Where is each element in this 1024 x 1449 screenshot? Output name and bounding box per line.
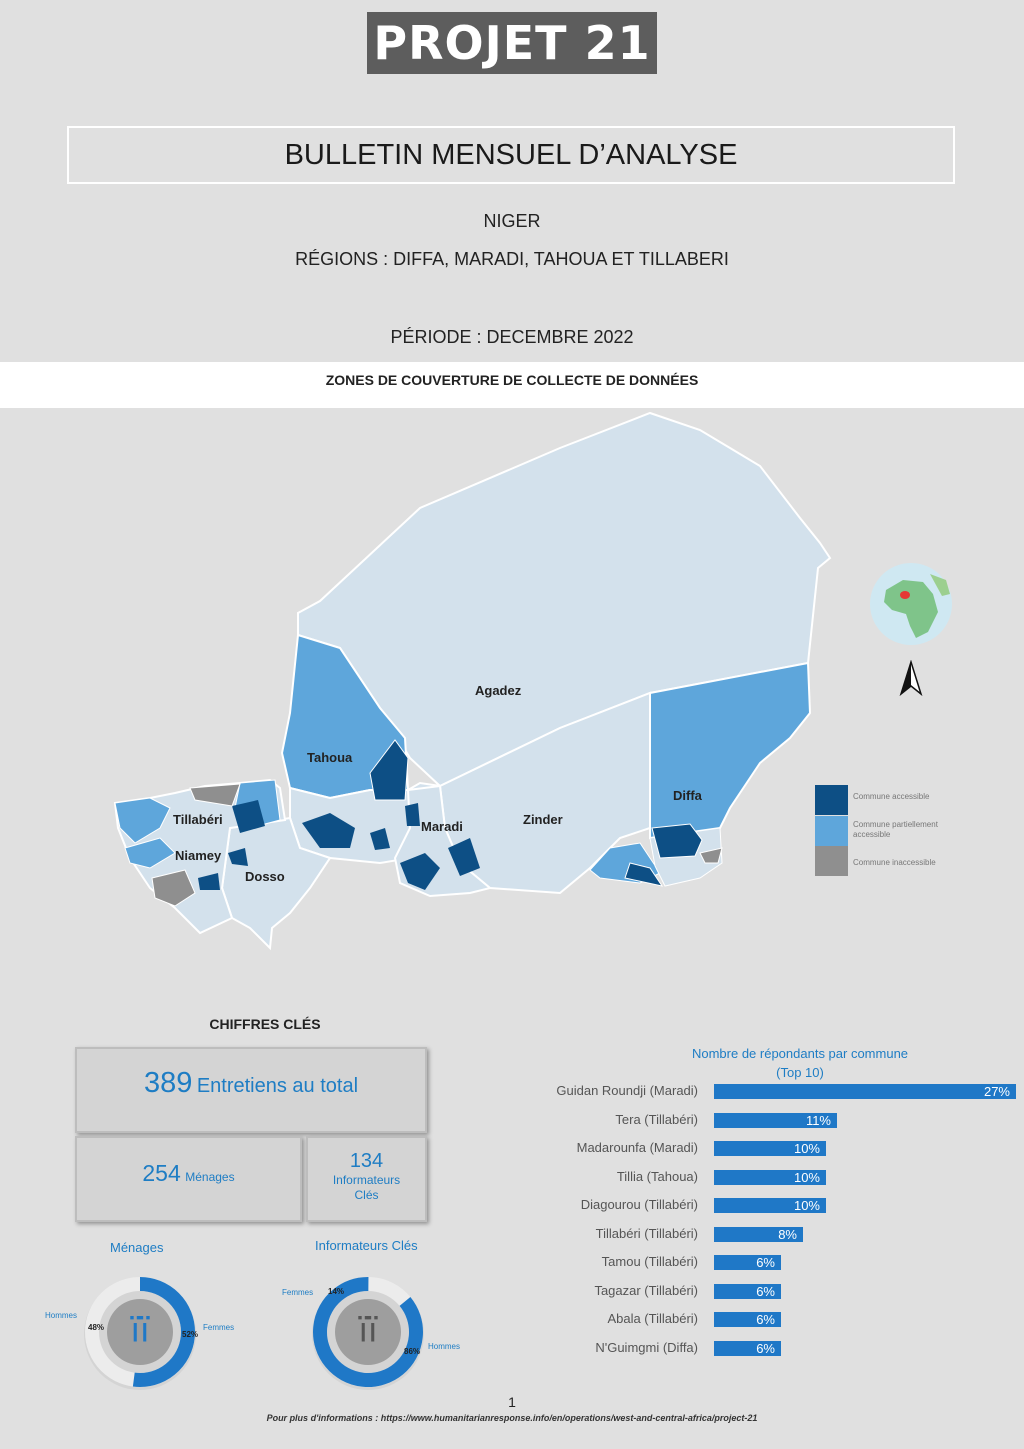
total-interviews-value: 389	[143, 1067, 193, 1099]
page-title: BULLETIN MENSUEL D’ANALYSE	[67, 126, 955, 184]
bar: 6%	[714, 1284, 781, 1299]
bar: 10%	[714, 1170, 826, 1185]
bar-label: Diagourou (Tillabéri)	[580, 1197, 698, 1212]
north-arrow-icon	[899, 660, 923, 698]
bar-label: Tillabéri (Tillabéri)	[595, 1225, 698, 1241]
bar: 6%	[714, 1341, 781, 1356]
map-label-dosso: Dosso	[245, 869, 285, 884]
legend-label-partial: Commune partiellement accessible	[853, 820, 938, 839]
regions: RÉGIONS : DIFFA, MARADI, TAHOUA ET TILLABERI	[295, 249, 729, 269]
bar-label: Tagazar (Tillabéri)	[594, 1282, 698, 1298]
globe-icon	[868, 562, 958, 652]
bar-label: N'Guimgmi (Diffa)	[595, 1339, 698, 1355]
bar-label: Tillia (Tahoua)	[616, 1168, 698, 1184]
donut-informants	[308, 1272, 433, 1397]
logo: PROJET 21	[367, 12, 657, 74]
map-label-niamey: Niamey	[175, 848, 222, 863]
bar-label: Tera (Tillabéri)	[615, 1111, 698, 1127]
bar: 10%	[714, 1198, 826, 1213]
informants-label: Informateurs Clés	[332, 1173, 401, 1202]
total-interviews-card	[75, 1047, 427, 1133]
donut-households-title: Ménages	[110, 1240, 164, 1255]
maradi-dark-3	[405, 803, 420, 826]
donut-households-men-pct: 48%	[88, 1323, 105, 1332]
donut-households-women-pct: 52%	[182, 1330, 199, 1339]
diffa-region	[650, 663, 810, 838]
chart-title-line2: (Top 10)	[776, 1065, 824, 1080]
donut-households-women-label: Femmes	[203, 1323, 235, 1332]
map-section-title: ZONES DE COUVERTURE DE COLLECTE DE DONNÉES	[0, 362, 1024, 408]
legend-label-inaccessible: Commune inaccessible	[853, 858, 936, 867]
bar-label: Guidan Roundji (Maradi)	[556, 1083, 698, 1098]
donut-households-men-label: Hommes	[45, 1311, 78, 1320]
donut-informants-women-pct: 14%	[328, 1287, 345, 1296]
legend-swatch-accessible	[815, 785, 848, 815]
legend-swatch-inaccessible	[815, 846, 848, 876]
bar-label: Abala (Tillabéri)	[607, 1311, 698, 1326]
informants-card	[306, 1136, 427, 1222]
map-label-maradi: Maradi	[421, 819, 463, 834]
period: PÉRIODE : DECEMBRE 2022	[390, 327, 634, 347]
total-interviews-label: Entretiens au total	[196, 1075, 359, 1097]
key-figures-title: CHIFFRES CLÉS	[209, 1016, 321, 1032]
donut-informants-women-label: Femmes	[282, 1288, 314, 1297]
informants-value: 134	[349, 1150, 384, 1172]
map-label-zinder: Zinder	[523, 812, 563, 827]
bar: 10%	[714, 1141, 826, 1156]
country: NIGER	[483, 211, 541, 231]
donut-informants-men-pct: 86%	[404, 1347, 421, 1356]
map-label-tahoua: Tahoua	[307, 750, 353, 765]
svg-text:ïï: ïï	[130, 1311, 150, 1351]
households-label: Ménages	[185, 1170, 235, 1184]
legend-label-accessible: Commune accessible	[853, 792, 930, 801]
map-label-diffa: Diffa	[673, 788, 702, 803]
map-label-agadez: Agadez	[475, 683, 522, 698]
donut-informants-title: Informateurs Clés	[315, 1238, 418, 1253]
footer-info-link[interactable]: Pour plus d'informations : https://www.humanitarianresponse.info/en/operations/west-and-central-africa/project-21	[266, 1413, 758, 1423]
bar: 8%	[714, 1227, 803, 1242]
svg-text:ïï: ïï	[358, 1311, 378, 1351]
donut-informants-men-label: Hommes	[428, 1342, 461, 1351]
page-number: 1	[508, 1394, 516, 1410]
households-card	[75, 1136, 302, 1222]
bar: 6%	[714, 1255, 781, 1270]
map-label-tillaberi: Tillabéri	[173, 812, 223, 827]
chart-title-line1: Nombre de répondants par commune	[691, 1046, 909, 1061]
legend-swatch-partial	[815, 816, 848, 846]
bar: 6%	[714, 1312, 781, 1327]
bar-label: Tamou (Tillabéri)	[601, 1254, 698, 1269]
chart-title	[640, 1044, 960, 1082]
bar: 27%	[714, 1084, 1016, 1099]
bar-label: Madarounfa (Maradi)	[576, 1140, 698, 1155]
households-value: 254	[142, 1160, 181, 1186]
bar: 11%	[714, 1113, 837, 1128]
